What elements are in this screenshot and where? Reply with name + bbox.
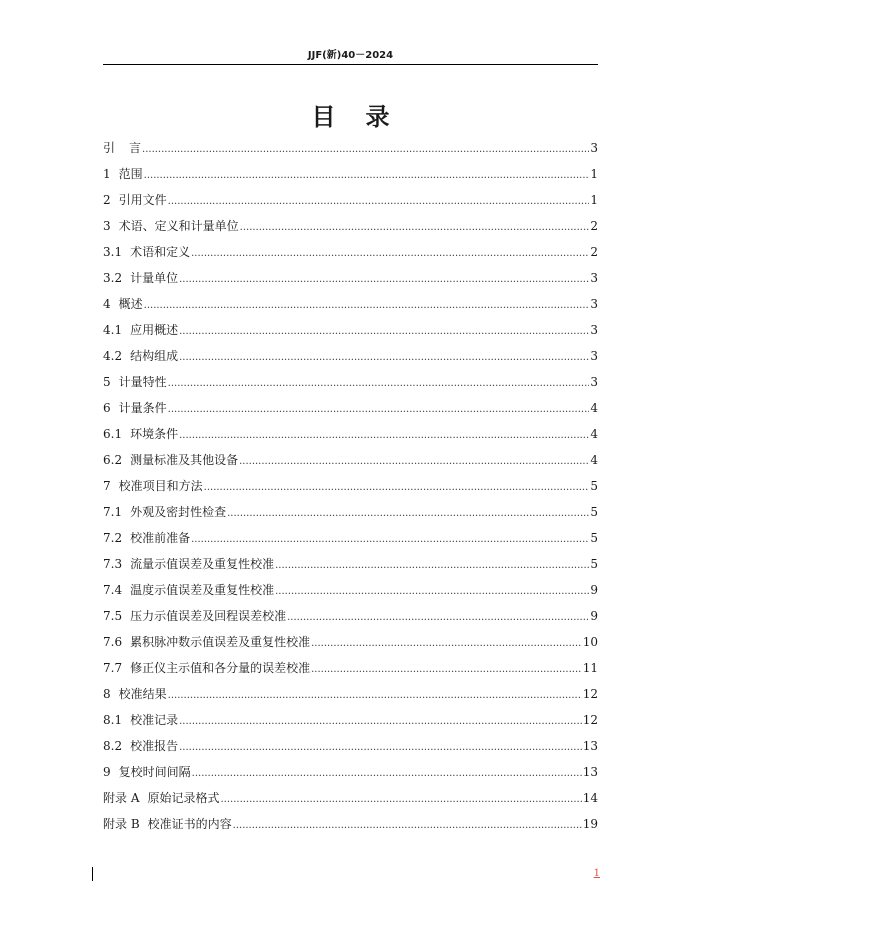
toc-dot-leader bbox=[179, 345, 589, 371]
toc-entry[interactable] bbox=[103, 551, 598, 577]
toc-dot-leader bbox=[233, 813, 582, 839]
toc-dot-leader bbox=[168, 683, 582, 709]
toc-entry-page: 1 bbox=[590, 167, 598, 181]
toc-entry[interactable] bbox=[103, 655, 598, 681]
toc-entry-label bbox=[103, 213, 239, 239]
toc-entry-number: 8.1 bbox=[103, 713, 123, 727]
toc-entry-label bbox=[103, 135, 141, 161]
toc-entry-number: 4.1 bbox=[103, 323, 123, 337]
header-rule bbox=[103, 64, 598, 65]
toc-dot-leader bbox=[142, 137, 589, 163]
toc-entry[interactable] bbox=[103, 733, 598, 759]
toc-entry-number: 1 bbox=[103, 167, 111, 181]
toc-entry-number: 3.2 bbox=[103, 271, 123, 285]
toc-entry[interactable] bbox=[103, 603, 598, 629]
toc-entry-number: 7.7 bbox=[103, 661, 123, 675]
document-number-header: JJF(新)40－2024 bbox=[307, 50, 394, 61]
toc-entry-page: 12 bbox=[582, 713, 598, 727]
toc-entry[interactable] bbox=[103, 785, 598, 811]
toc-entry[interactable] bbox=[103, 681, 598, 707]
toc-entry-label bbox=[103, 707, 178, 733]
toc-dot-leader bbox=[179, 735, 582, 761]
toc-entry[interactable] bbox=[103, 499, 598, 525]
toc-entry-text: 结构组成 bbox=[130, 349, 179, 363]
toc-dot-leader bbox=[191, 241, 589, 267]
toc-dot-leader bbox=[240, 215, 590, 241]
toc-entry-number: 4.2 bbox=[103, 349, 123, 363]
footer-page-number[interactable]: 1 bbox=[593, 868, 600, 879]
toc-entry-page: 13 bbox=[582, 739, 598, 753]
toc-dot-leader bbox=[191, 527, 589, 553]
toc-entry-page: 19 bbox=[582, 817, 598, 831]
toc-entry[interactable] bbox=[103, 421, 598, 447]
toc-entry-label bbox=[103, 161, 143, 187]
toc-entry[interactable] bbox=[103, 395, 598, 421]
toc-entry-label bbox=[103, 239, 190, 265]
toc-entry-label bbox=[103, 421, 178, 447]
toc-entry[interactable] bbox=[103, 213, 598, 239]
toc-entry-label bbox=[103, 291, 143, 317]
toc-dot-leader bbox=[179, 319, 589, 345]
toc-entry-label bbox=[103, 525, 190, 551]
toc-dot-leader bbox=[275, 553, 589, 579]
toc-entry-label bbox=[103, 369, 167, 395]
table-of-contents bbox=[103, 135, 598, 837]
toc-entry-label bbox=[103, 395, 167, 421]
toc-dot-leader bbox=[179, 709, 582, 735]
toc-entry-page: 5 bbox=[590, 479, 598, 493]
toc-dot-leader bbox=[204, 475, 590, 501]
toc-entry-label bbox=[103, 811, 232, 837]
toc-entry-label bbox=[103, 785, 220, 811]
toc-entry-text: 概述 bbox=[118, 297, 143, 311]
toc-entry-text: 言 bbox=[129, 141, 142, 155]
toc-dot-leader bbox=[287, 605, 589, 631]
toc-entry-number: 9 bbox=[103, 765, 111, 779]
toc-entry-number: 7.2 bbox=[103, 531, 123, 545]
toc-entry-label bbox=[103, 187, 167, 213]
toc-entry-text: 原始记录格式 bbox=[147, 791, 220, 805]
toc-entry[interactable] bbox=[103, 629, 598, 655]
toc-dot-leader bbox=[168, 397, 590, 423]
toc-entry-page: 4 bbox=[590, 401, 598, 415]
toc-entry-number: 6.2 bbox=[103, 453, 123, 467]
toc-entry-number: 4 bbox=[103, 297, 111, 311]
toc-entry-label bbox=[103, 265, 178, 291]
toc-entry-page: 3 bbox=[590, 349, 598, 363]
toc-entry-text: 计量特性 bbox=[118, 375, 167, 389]
toc-entry-number: 附录 A bbox=[103, 791, 140, 805]
toc-entry[interactable] bbox=[103, 291, 598, 317]
toc-entry[interactable] bbox=[103, 317, 598, 343]
toc-dot-leader bbox=[275, 579, 589, 605]
toc-entry-text: 温度示值误差及重复性校准 bbox=[130, 583, 275, 597]
toc-entry-label bbox=[103, 317, 178, 343]
toc-entry-number: 6 bbox=[103, 401, 111, 415]
toc-entry-page: 12 bbox=[582, 687, 598, 701]
toc-title: 目录 bbox=[311, 103, 420, 131]
toc-entry-number: 5 bbox=[103, 375, 111, 389]
toc-entry[interactable] bbox=[103, 265, 598, 291]
toc-entry-text: 引用文件 bbox=[118, 193, 167, 207]
toc-entry-text: 校准前准备 bbox=[130, 531, 191, 545]
toc-entry-number: 7.5 bbox=[103, 609, 123, 623]
toc-entry-label bbox=[103, 551, 274, 577]
toc-entry-page: 13 bbox=[582, 765, 598, 779]
toc-entry-page: 2 bbox=[590, 245, 598, 259]
toc-entry-number: 7.6 bbox=[103, 635, 123, 649]
toc-entry-label bbox=[103, 629, 310, 655]
toc-entry-text: 范围 bbox=[118, 167, 143, 181]
toc-entry-page: 3 bbox=[590, 271, 598, 285]
toc-entry-text: 复校时间间隔 bbox=[118, 765, 191, 779]
toc-entry-page: 4 bbox=[590, 427, 598, 441]
toc-entry-page: 3 bbox=[590, 297, 598, 311]
toc-dot-leader bbox=[239, 449, 589, 475]
toc-entry-text: 修正仪主示值和各分量的误差校准 bbox=[130, 661, 311, 675]
toc-dot-leader bbox=[179, 423, 589, 449]
toc-entry-text: 术语、定义和计量单位 bbox=[118, 219, 239, 233]
toc-entry-text: 累积脉冲数示值误差及重复性校准 bbox=[130, 635, 311, 649]
toc-entry[interactable] bbox=[103, 707, 598, 733]
toc-entry-label bbox=[103, 447, 238, 473]
toc-dot-leader bbox=[144, 293, 590, 319]
toc-entry-text: 外观及密封性检查 bbox=[130, 505, 227, 519]
toc-entry-page: 3 bbox=[590, 141, 598, 155]
toc-entry-label bbox=[103, 655, 310, 681]
toc-entry-label bbox=[103, 499, 226, 525]
toc-entry-number: 附录 B bbox=[103, 817, 140, 831]
toc-entry-page: 11 bbox=[582, 661, 598, 675]
toc-entry-page: 9 bbox=[590, 609, 598, 623]
toc-entry-label bbox=[103, 577, 274, 603]
toc-dot-leader bbox=[221, 787, 582, 813]
toc-entry-text: 校准记录 bbox=[130, 713, 179, 727]
toc-entry-page: 5 bbox=[590, 505, 598, 519]
toc-entry-page: 3 bbox=[590, 323, 598, 337]
toc-entry-number: 6.1 bbox=[103, 427, 123, 441]
toc-entry[interactable] bbox=[103, 369, 598, 395]
toc-entry-text: 计量条件 bbox=[118, 401, 167, 415]
toc-entry-page: 3 bbox=[590, 375, 598, 389]
toc-entry[interactable] bbox=[103, 135, 598, 161]
toc-entry-text: 校准证书的内容 bbox=[147, 817, 232, 831]
toc-entry-text: 校准项目和方法 bbox=[118, 479, 203, 493]
toc-dot-leader bbox=[192, 761, 582, 787]
toc-entry-label bbox=[103, 603, 286, 629]
toc-entry-number: 7.4 bbox=[103, 583, 123, 597]
toc-entry-page: 1 bbox=[590, 193, 598, 207]
toc-entry-page: 5 bbox=[590, 557, 598, 571]
toc-entry-page: 2 bbox=[590, 219, 598, 233]
toc-dot-leader bbox=[144, 163, 590, 189]
toc-dot-leader bbox=[179, 267, 589, 293]
toc-dot-leader bbox=[168, 189, 590, 215]
toc-entry[interactable] bbox=[103, 759, 598, 785]
toc-entry-number: 8 bbox=[103, 687, 111, 701]
toc-entry-label bbox=[103, 681, 167, 707]
toc-entry-label bbox=[103, 733, 178, 759]
toc-dot-leader bbox=[227, 501, 589, 527]
toc-entry-text: 计量单位 bbox=[130, 271, 179, 285]
toc-entry-label bbox=[103, 343, 178, 369]
toc-entry-page: 14 bbox=[582, 791, 598, 805]
toc-entry-number: 3.1 bbox=[103, 245, 123, 259]
toc-dot-leader bbox=[311, 631, 582, 657]
toc-entry-text: 流量示值误差及重复性校准 bbox=[130, 557, 275, 571]
toc-entry-text: 校准结果 bbox=[118, 687, 167, 701]
toc-entry[interactable] bbox=[103, 343, 598, 369]
toc-entry-label bbox=[103, 759, 191, 785]
toc-entry[interactable] bbox=[103, 525, 598, 551]
toc-entry-page: 4 bbox=[590, 453, 598, 467]
toc-dot-leader bbox=[168, 371, 590, 397]
toc-entry-number: 7.3 bbox=[103, 557, 123, 571]
toc-entry-page: 9 bbox=[590, 583, 598, 597]
toc-entry[interactable] bbox=[103, 187, 598, 213]
toc-entry-number: 7.1 bbox=[103, 505, 123, 519]
toc-entry-page: 5 bbox=[590, 531, 598, 545]
toc-entry[interactable] bbox=[103, 239, 598, 265]
toc-entry-text: 校准报告 bbox=[130, 739, 179, 753]
toc-entry-number: 2 bbox=[103, 193, 111, 207]
toc-entry[interactable] bbox=[103, 577, 598, 603]
toc-entry-text: 术语和定义 bbox=[130, 245, 191, 259]
toc-entry-text: 压力示值误差及回程误差校准 bbox=[130, 609, 287, 623]
toc-entry-number: 引 bbox=[103, 141, 116, 155]
toc-entry[interactable] bbox=[103, 447, 598, 473]
toc-dot-leader bbox=[311, 657, 582, 683]
toc-entry[interactable] bbox=[103, 473, 598, 499]
toc-entry-number: 8.2 bbox=[103, 739, 123, 753]
toc-entry-number: 3 bbox=[103, 219, 111, 233]
toc-entry[interactable] bbox=[103, 161, 598, 187]
toc-entry-label bbox=[103, 473, 203, 499]
toc-entry-text: 应用概述 bbox=[130, 323, 179, 337]
toc-entry-page: 10 bbox=[582, 635, 598, 649]
toc-entry-text: 测量标准及其他设备 bbox=[130, 453, 239, 467]
toc-entry-number: 7 bbox=[103, 479, 111, 493]
toc-entry-text: 环境条件 bbox=[130, 427, 179, 441]
toc-entry[interactable] bbox=[103, 811, 598, 837]
text-cursor-mark bbox=[92, 867, 93, 881]
